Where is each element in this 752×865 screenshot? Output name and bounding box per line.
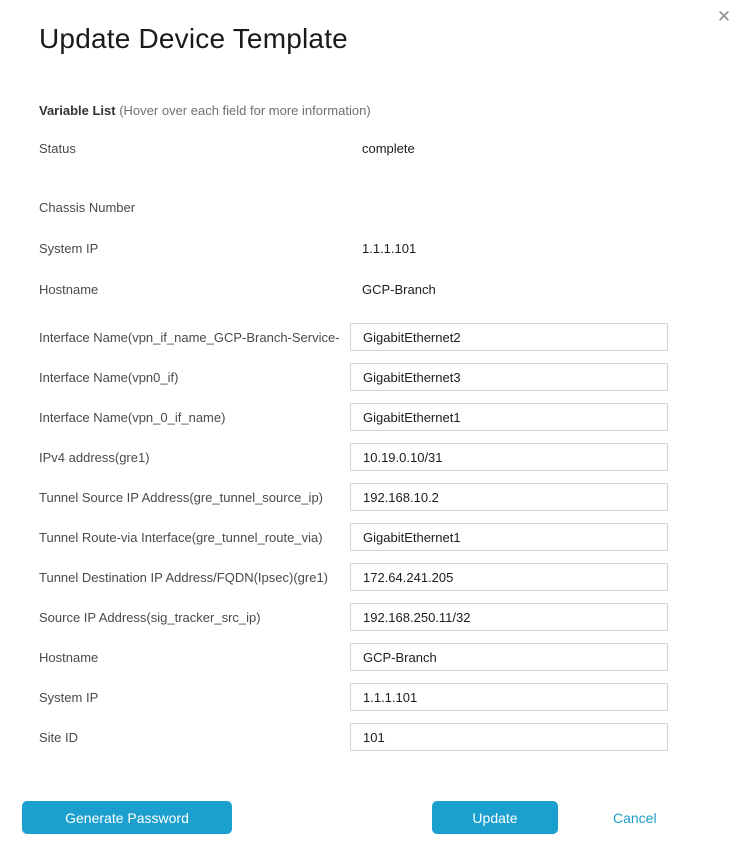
variable-value-input[interactable]: [350, 523, 668, 551]
input-row-label: Hostname: [39, 649, 99, 665]
static-row-value: 1.1.1.101: [362, 241, 417, 256]
static-rows: [39, 141, 668, 297]
variable-list-label: Variable List: [39, 103, 116, 118]
variable-value-input[interactable]: [350, 323, 668, 351]
input-row: [39, 363, 668, 391]
input-row-label: Source IP Address(sig_tracker_src_ip): [39, 609, 261, 625]
variable-list-note-text: (Hover over each field for more information): [119, 103, 371, 118]
input-row-label: Tunnel Destination IP Address/FQDN(Ipsec)(gre1): [39, 569, 329, 585]
input-row-label: Tunnel Route-via Interface(gre_tunnel_route_via): [39, 529, 323, 545]
input-row-label: Interface Name(vpn0_if): [39, 369, 179, 385]
static-row-label: Hostname: [39, 282, 99, 297]
static-row: [39, 141, 668, 156]
variable-value-input[interactable]: [350, 723, 668, 751]
input-row: [39, 403, 668, 431]
input-row-label: Interface Name(vpn_if_name_GCP-Branch-Service-: [39, 329, 340, 345]
static-row: [39, 282, 668, 297]
static-row: [39, 200, 668, 215]
input-row-label: IPv4 address(gre1): [39, 449, 150, 465]
dialog-content: [0, 102, 752, 751]
variable-value-input[interactable]: [350, 363, 668, 391]
close-icon[interactable]: ✕: [716, 6, 732, 26]
variable-value-input[interactable]: [350, 603, 668, 631]
dialog-footer: [0, 801, 752, 834]
input-row: [39, 643, 668, 671]
generate-password-button[interactable]: Generate Password: [22, 801, 232, 834]
input-row-label: Tunnel Source IP Address(gre_tunnel_source_ip): [39, 489, 324, 505]
input-row: [39, 603, 668, 631]
variable-list-heading: [39, 102, 668, 119]
static-row-value: complete: [362, 141, 415, 156]
input-row: [39, 683, 668, 711]
static-row-label: Status: [39, 141, 76, 156]
static-row-label: System IP: [39, 241, 99, 256]
variable-value-input[interactable]: [350, 563, 668, 591]
static-row: [39, 241, 668, 256]
variable-value-input[interactable]: [350, 403, 668, 431]
static-row-label: Chassis Number: [39, 200, 136, 215]
input-row-label: System IP: [39, 689, 99, 705]
update-button[interactable]: Update: [432, 801, 558, 834]
variable-value-input[interactable]: [350, 643, 668, 671]
input-row: [39, 563, 668, 591]
input-row: [39, 723, 668, 751]
dialog-title: Update Device Template: [39, 23, 348, 54]
variable-value-input[interactable]: [350, 443, 668, 471]
input-rows: [39, 323, 668, 751]
variable-value-input[interactable]: [350, 483, 668, 511]
input-row: [39, 323, 668, 351]
input-row: [39, 443, 668, 471]
input-row: [39, 483, 668, 511]
dialog-header: [0, 0, 752, 58]
variable-value-input[interactable]: [350, 683, 668, 711]
input-row-label: Site ID: [39, 729, 79, 745]
cancel-button[interactable]: Cancel: [613, 809, 657, 826]
static-row-value: GCP-Branch: [362, 282, 436, 297]
input-row-label: Interface Name(vpn_0_if_name): [39, 409, 226, 425]
input-row: [39, 523, 668, 551]
